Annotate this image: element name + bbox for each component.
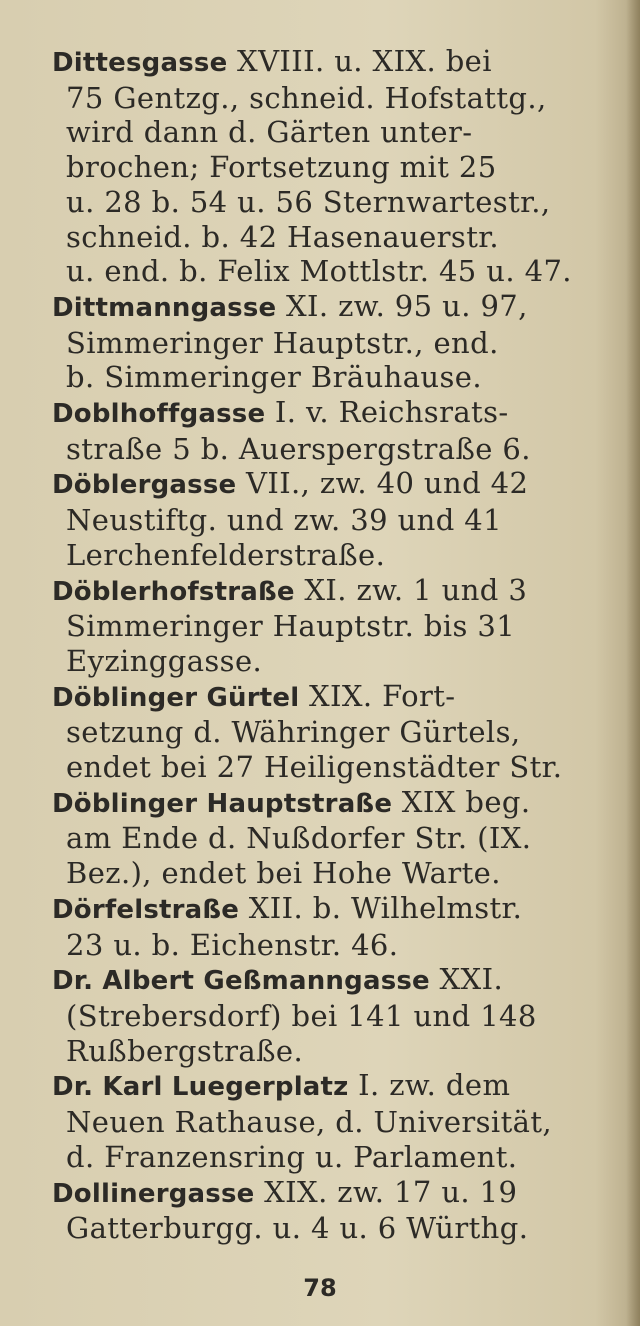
street-entry: [52, 679, 618, 785]
entry-continuation-line: setzung d. Währinger Gürtels,: [66, 715, 521, 750]
entry-first-line: [52, 289, 618, 326]
street-entry: [52, 1175, 618, 1246]
entry-description: XVIII. u. XIX. bei: [227, 44, 492, 78]
street-entry: [52, 289, 618, 395]
entry-description: I. v. Reichsrats-: [265, 395, 509, 430]
entry-continuation-line: Gatterburgg. u. 4 u. 6 Würthg.: [66, 1211, 529, 1246]
entry-continuation-line: Simmeringer Hauptstr. bis 31: [66, 609, 516, 644]
entry-continuation-line: Neuen Rathause, d. Universität,: [66, 1105, 553, 1140]
entry-continuation-line: straße 5 b. Auerspergstraße 6.: [66, 431, 531, 466]
street-name: Dörfelstraße: [52, 894, 240, 925]
entry-first-line: [52, 573, 618, 610]
street-name: Dr. Albert Geßmanngasse: [52, 966, 430, 997]
entry-continuation-line: b. Simmeringer Bräuhause.: [66, 360, 482, 395]
entry-continuation-line: wird dann d. Gärten unter-: [66, 115, 473, 150]
entry-continuation-line: (Strebersdorf) bei 141 und 148: [66, 998, 537, 1033]
street-name: Döblergasse: [52, 470, 237, 501]
entry-continuation-line: Simmeringer Hauptstr., end.: [66, 325, 499, 360]
street-entry: [52, 44, 618, 289]
street-name: Dr. Karl Luegerplatz: [52, 1072, 349, 1103]
entry-description: XIX. zw. 17 u. 19: [254, 1174, 518, 1209]
entry-description: XI. zw. 1 und 3: [294, 572, 528, 607]
street-name: Dollinergasse: [52, 1178, 255, 1209]
entry-first-line: [52, 962, 618, 999]
entry-continuation-line: schneid. b. 42 Hasenauerstr.: [66, 219, 499, 254]
street-entry: [52, 785, 618, 891]
entry-first-line: [52, 44, 618, 81]
entry-continuation-line: Eyzinggasse.: [66, 643, 263, 678]
entry-continuation-line: Rußbergstraße.: [66, 1033, 304, 1068]
entry-continuation-line: 23 u. b. Eichenstr. 46.: [66, 927, 399, 962]
street-entry: [52, 466, 618, 572]
entry-first-line: [52, 891, 618, 928]
entry-description: XIX. Fort-: [299, 678, 456, 713]
entry-continuation-line: u. 28 b. 54 u. 56 Sternwartestr.,: [66, 184, 551, 219]
entry-description: XXI.: [429, 962, 504, 997]
entry-description: VII., zw. 40 und 42: [236, 466, 529, 501]
street-entry: [52, 573, 618, 679]
page-number: 78: [303, 1274, 337, 1302]
entry-first-line: [52, 679, 618, 716]
entry-continuation-line: Lerchenfelderstraße.: [66, 537, 386, 572]
entry-first-line: [52, 785, 618, 822]
street-entry: [52, 962, 618, 1068]
entry-continuation-line: brochen; Fortsetzung mit 25: [66, 150, 497, 185]
entry-continuation-line: u. end. b. Felix Mottlstr. 45 u. 47.: [66, 254, 572, 289]
street-name: Dittesgasse: [52, 48, 228, 78]
entry-first-line: [52, 1068, 618, 1105]
street-entry: [52, 1068, 618, 1174]
entry-first-line: [52, 395, 618, 432]
street-entries-list: [52, 44, 618, 1246]
entry-description: XII. b. Wilhelmstr.: [239, 890, 523, 925]
entry-continuation-line: 75 Gentzg., schneid. Hofstattg.,: [66, 80, 547, 115]
street-entry: [52, 395, 618, 466]
entry-description: XIX beg.: [392, 784, 531, 819]
street-name: Dittmanngasse: [52, 292, 277, 323]
entry-continuation-line: endet bei 27 Heiligenstädter Str.: [66, 750, 563, 785]
street-name: Döblinger Hauptstraße: [52, 788, 393, 819]
entry-continuation-line: Neustiftg. und zw. 39 und 41: [66, 503, 503, 538]
street-name: Döblerhofstraße: [52, 576, 295, 607]
street-name: Döblinger Gürtel: [52, 682, 300, 713]
entry-first-line: [52, 466, 618, 503]
entry-continuation-line: am Ende d. Nußdorfer Str. (IX.: [66, 821, 532, 856]
street-entry: [52, 891, 618, 962]
street-name: Doblhoffgasse: [52, 399, 266, 430]
entry-description: I. zw. dem: [348, 1068, 511, 1103]
entry-description: XI. zw. 95 u. 97,: [276, 288, 528, 323]
entry-continuation-line: d. Franzensring u. Parlament.: [66, 1139, 518, 1174]
entry-continuation-line: Bez.), endet bei Hohe Warte.: [66, 856, 501, 891]
entry-first-line: [52, 1175, 618, 1212]
